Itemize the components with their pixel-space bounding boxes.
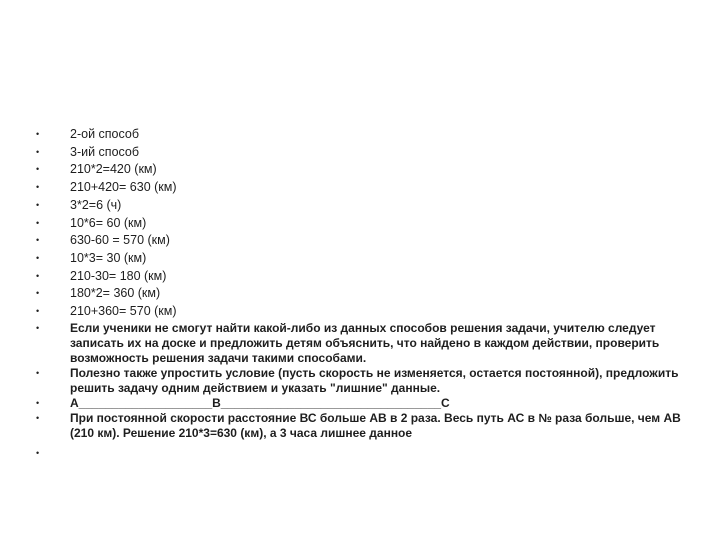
bullet-marker: • xyxy=(36,367,40,378)
list-item xyxy=(36,285,686,303)
bullet-marker: • xyxy=(36,306,40,317)
bullet-marker: • xyxy=(36,146,40,157)
teacher-note: Если ученики не смогут найти какой-либо из данных способов решения задачи, учителю следует записать их на доске и предложить детям объяснить, что найдено в каждом действии, проверить возможность решения задачи такими способами. xyxy=(70,320,660,365)
list-item xyxy=(36,179,686,197)
bullet-marker: • xyxy=(36,182,40,193)
list-item xyxy=(36,445,686,463)
list-item xyxy=(36,232,686,250)
bullet-marker: • xyxy=(36,199,40,210)
bullet-marker: • xyxy=(36,217,40,228)
bullet-marker: • xyxy=(36,447,40,458)
list-item-text: 630-60 = 570 (км) xyxy=(70,233,170,248)
list-item xyxy=(36,144,686,162)
list-item-text: 2-ой способ xyxy=(70,127,139,141)
solution-note: При постоянной скорости расстояние ВС больше АВ в 2 раза. Весь путь АС в № раза больше, чем АВ (210 км). Решение 210*3=630 (км), а 3 часа лишнее данное xyxy=(70,410,681,440)
list-item xyxy=(36,303,686,321)
bullet-marker: • xyxy=(36,412,40,423)
list-item-text: 180*2= 360 (км) xyxy=(70,286,161,301)
list-item xyxy=(36,250,686,268)
list-item xyxy=(36,126,686,144)
list-item-text: 210-30= 180 (км) xyxy=(70,268,167,283)
list-item-text: 210+420= 630 (км) xyxy=(70,180,177,195)
bullet-marker: • xyxy=(36,164,40,175)
list-item-text: 3-ий способ xyxy=(70,144,140,159)
list-item-text: 10*3= 30 (км) xyxy=(70,250,147,265)
list-item xyxy=(36,215,686,233)
list-item-text: 210+360= 570 (км) xyxy=(70,304,177,319)
bullet-list xyxy=(36,126,686,462)
list-item xyxy=(36,197,686,215)
list-item xyxy=(36,366,686,396)
bullet-marker: • xyxy=(36,252,40,263)
bullet-marker: • xyxy=(36,129,40,139)
route-diagram-line: А____________________В_________________________________С xyxy=(70,395,450,410)
bullet-marker: • xyxy=(36,288,40,299)
list-item-text: 210*2=420 (км) xyxy=(70,162,157,177)
list-item xyxy=(36,396,686,411)
list-item-text: 10*6= 60 (км) xyxy=(70,215,147,230)
list-item xyxy=(36,321,686,366)
list-item-text: 3*2=6 (ч) xyxy=(70,197,122,212)
simplification-note: Полезно также упростить условие (пусть скорость не изменяется, остается постоянной), предложить решить задачу одним действием и указать "лишние" данные. xyxy=(70,365,679,395)
list-item xyxy=(36,161,686,179)
bullet-marker: • xyxy=(36,397,40,408)
list-item xyxy=(36,268,686,286)
bullet-marker: • xyxy=(36,322,40,333)
list-item xyxy=(36,411,686,441)
bullet-marker: • xyxy=(36,235,40,246)
bullet-marker: • xyxy=(36,270,40,281)
